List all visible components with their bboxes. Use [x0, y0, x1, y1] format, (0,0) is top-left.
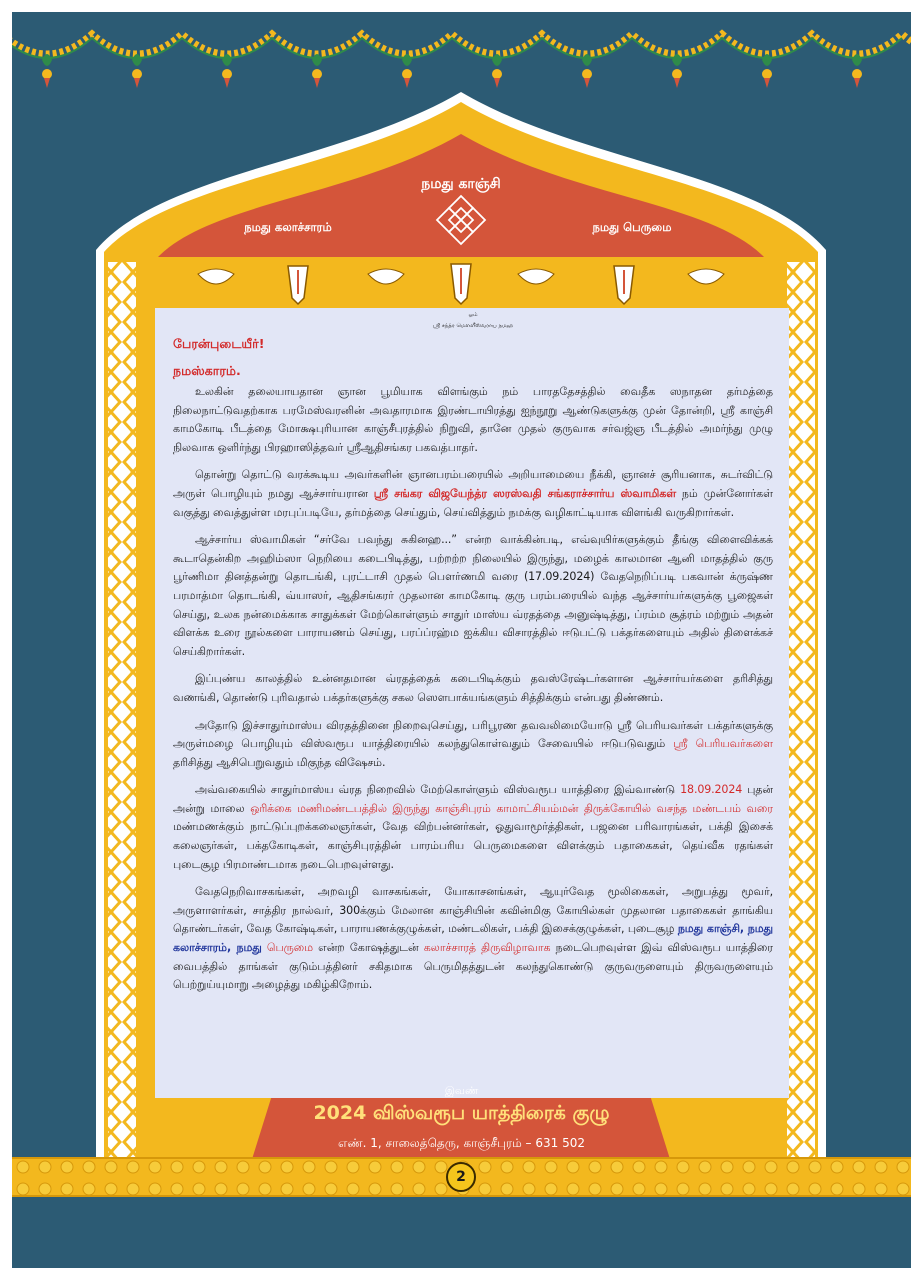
footer-ivan: இவண்: [444, 1085, 479, 1097]
garland-flower: [132, 69, 142, 79]
garland-leaf: [762, 54, 772, 66]
arch-title: நமது காஞ்சி: [421, 176, 501, 192]
paragraph-1: உலகின் தலையாயதான ஞான பூமியாக விளங்கும் நம் பாரததேசத்தில் வைதீக ஸநாதன தர்மத்தை நிலைநாட்டுவதற்காக பரமேஸ்வரனின் அவதாரமாக இரண்டாயிரத்து ஐந்நூறு ஆண்டுகளுக்கு முன் தோன்றி, ஸ்ரீ காஞ்சி காமகோடி பீடத்தை மோக்ஷபுரியான காஞ்சீபுரத்தில் நிறுவி, தானே முதல் குருவாக சர்வஜ்ஞ பீடத்தில் அமர்ந்து முழு நிலவாக ஒளிர்ந்து பிரஹாஸித்தவர் ஸ்ரீஆதிசங்கர பகவத்பாதர்.: [173, 385, 773, 454]
salutation-greeting: பேரன்புடையீர்!: [173, 336, 265, 351]
paragraph-2: தொன்று தொட்டு வரக்கூடிய அவர்களின் ஞானபரம்பரையில் அறியாமையை நீக்கி, ஞானச் சூரியனாக, சுடர்விட்டு அருள் பொழியும் நமது ஆச்சார்யரான ஸ்ரீ சங்கர விஜயேந்த்ர ஸரஸ்வதி சங்கராச்சார்ய ஸ்வாமிகள் நம் முன்னோர்கள் வகுத்து வைத்துள்ள மரபுப்படியே, தர்மத்தை செய்தும், செய்வித்தும் நமக்கு வழிகாட்டியாக விளங்கி வருகிறார்கள்.: [173, 468, 773, 519]
garland-leaf: [42, 54, 52, 66]
garland-bud: [674, 78, 680, 88]
garland-flower: [222, 69, 232, 79]
garland-flower: [582, 69, 592, 79]
festival-highlight: கலாச்சாரத் திருவிழாவாக: [423, 941, 551, 955]
letter-panel: [155, 308, 789, 1098]
garland-flower: [762, 69, 772, 79]
paragraph-3: ஆச்சார்ய ஸ்வாமிகள் “சர்வே பவந்து சுகினஹ...” என்ற வாக்கின்படி, எவ்வுயிர்களுக்கும் தீங்கு விளைவிக்கக் கூடாதென்கிற அஹிம்ஸா நெறியை கடைபிடித்து, பற்றற்ற நிலையில் இருந்து, மழைக் காலமான ஆனி மாதத்தில் குரு பூர்ணிமா தினத்தன்று தொடங்கி, புரட்டாசி முதல் பௌர்ணமி வரை (17.09.2024) வேதநெறிப்படி பகவான் க்ருஷ்ண பரமாத்மா தொடங்கி, வ்யாஸர், ஆதிசங்கரர் முதலான காமகோடி குரு பரம்பரையில் வந்த ஆச்சார்யர்களுக்கு பூஜைகள் செய்து, உலக நன்மைக்காக சாதுக்கள் மேற்கொள்ளும் சாதுர் மாஸ்ய வ்ரதத்தை அனுஷ்டித்து, ப்ரம்ம சூத்ரம் மற்றும் அதன் விளக்க உரை நூல்களை பாராயணம் செய்து, பரப்ப்ரஹ்ம ஐக்கிய விசாரத்தில் ஈடுபட்டு பக்தர்களையும் அதில் திளைக்கச் செய்கிறார்கள்.: [173, 533, 773, 658]
page-number: 2: [446, 1162, 476, 1192]
footer-address: எண். 1, சாலைத்தெரு, காஞ்சீபுரம் – 631 502: [338, 1136, 585, 1150]
salutation-namaskaram: நமஸ்காரம்.: [173, 363, 241, 378]
garland-leaf: [312, 54, 322, 66]
footer-committee: 2024 விஸ்வரூப யாத்திரைக் குழு: [313, 1102, 610, 1124]
garland-flower: [672, 69, 682, 79]
garland-flower: [492, 69, 502, 79]
event-date: 18.09.2024: [680, 783, 743, 797]
garland-bud: [764, 78, 770, 88]
garland-bud: [314, 78, 320, 88]
garland-flower: [42, 69, 52, 79]
garland-bud: [494, 78, 500, 88]
garland-flower: [402, 69, 412, 79]
garland-bud: [584, 78, 590, 88]
garland: [12, 34, 911, 58]
arch-right-label: நமது பெருமை: [592, 220, 672, 234]
route-highlight: ஒரிக்கை மணிமண்டபத்தில் இருந்து காஞ்சிபுரம் காமாட்சியம்மன் திருக்கோயில் வசந்த மண்டபம் வரை: [250, 801, 773, 815]
garland-pendants: [42, 54, 911, 88]
acharya-name: ஸ்ரீ சங்கர விஜயேந்த்ர ஸரஸ்வதி சங்கராச்சார்ய ஸ்வாமிகள்: [373, 486, 677, 500]
page: [12, 12, 911, 1268]
garland-leaf: [582, 54, 592, 66]
garland-bud: [44, 78, 50, 88]
slogan-highlight: நமது காஞ்சி, நமது கலாச்சாரம், நமது: [173, 922, 773, 955]
paragraph-7: வேதநெறிவாசகங்கள், அறவழி வாசகங்கள், யோகாசனங்கள், ஆயுர்வேத மூலிகைகள், அறுபத்து மூவர், அருளாளர்கள், சாத்திர நால்வர், 300க்கும் மேலான காஞ்சியின் கவின்மிகு கோயில்கள் முதலான பதாகைகள் தாங்கிய தொண்டர்கள், வேத கோஷ்டிகள், பாராயணக்குழுக்கள், மண்டலிகள், பக்தி இசைக்குழுக்கள், புடைசூழ நமது காஞ்சி, நமது கலாச்சாரம், நமது பெருமை என்ற கோஷத்துடன் கலாச்சாரத் திருவிழாவாக நடைபெறவுள்ள இவ் விஸ்வரூப யாத்திரை வைபத்தில் தாங்கள் குடும்பத்தினர் சகிதமாக பெருமிதத்துடன் கலந்துகொண்டு குருவருளையும் திருவருளையும் பெற்றுய்யுமாறு அழைத்து மகிழ்கிறோம்.: [173, 885, 773, 992]
garland-bud: [854, 78, 860, 88]
paragraph-4: இப்புண்ய காலத்தில் உன்னதமான வ்ரதத்தைக் கடைபிடிக்கும் தவஸ்ரேஷ்டர்களான ஆச்சார்யர்களை தரிசித்து வணங்கி, தொண்டு புரிவதால் பக்தர்களுக்கு சகல ஸௌபாக்யங்களும் சித்திக்கும் என்பது திண்ணம்.: [173, 672, 773, 704]
paragraph-6: அவ்வகையில் சாதுர்மாஸ்ய வ்ரத நிறைவில் மேற்கொள்ளும் விஸ்வரூப யாத்திரை இவ்வாண்டு 18.09.2024 புதன் அன்று மாலை ஒரிக்கை மணிமண்டபத்தில் இருந்து காஞ்சிபுரம் காமாட்சியம்மன் திருக்கோயில் வசந்த மண்டபம் வரை மண்மணக்கும் நாட்டுப்புறக்கலைஞர்கள், வேத விற்பன்னர்கள், ஓதுவாமூர்த்திகள், பஜனை பரிவாரங்கள், பக்தி இசைக் கலைஞர்கள், பக்தகோடிகள், காஞ்சிபுரத்தின் பாரம்பரிய பெருமைகளை விளக்கும் பதாகைகள், தெய்வீக ரதங்கள் புடைசூழ பிரமாண்டமாக நடைபெறவுள்ளது.: [173, 783, 773, 871]
garland-flower: [312, 69, 322, 79]
om-text: ஓம்: [468, 312, 478, 318]
garland-bud: [404, 78, 410, 88]
paragraph-5: அதோடு இச்சாதுர்மாஸ்ய விரதத்தினை நிறைவுசெய்து, பரிபூரண தவவலிமையோடு ஸ்ரீ பெரியவர்கள் பக்தர்களுக்கு அருள்மழை பொழியும் விஸ்வரூப யாத்திரையில் கலந்துகொள்வதும் சேவையில் ஈடுபடுவதும் ஸ்ரீ பெரியவர்களை தரிசித்து ஆசிபெறுவதும் மிகுந்த விஷேசம்.: [173, 718, 774, 769]
periyavargal-highlight: ஸ்ரீ பெரியவர்களை: [673, 737, 774, 751]
invocation-text: ஸ்ரீ சந்த்ர மௌளீஸ்வராய நமஹ: [432, 323, 514, 329]
slogan-perumai: பெருமை: [261, 941, 314, 955]
garland-bud: [134, 78, 140, 88]
garland-flower: [852, 69, 862, 79]
garland-bud: [224, 78, 230, 88]
arch-left-label: நமது கலாச்சாரம்: [244, 220, 332, 234]
